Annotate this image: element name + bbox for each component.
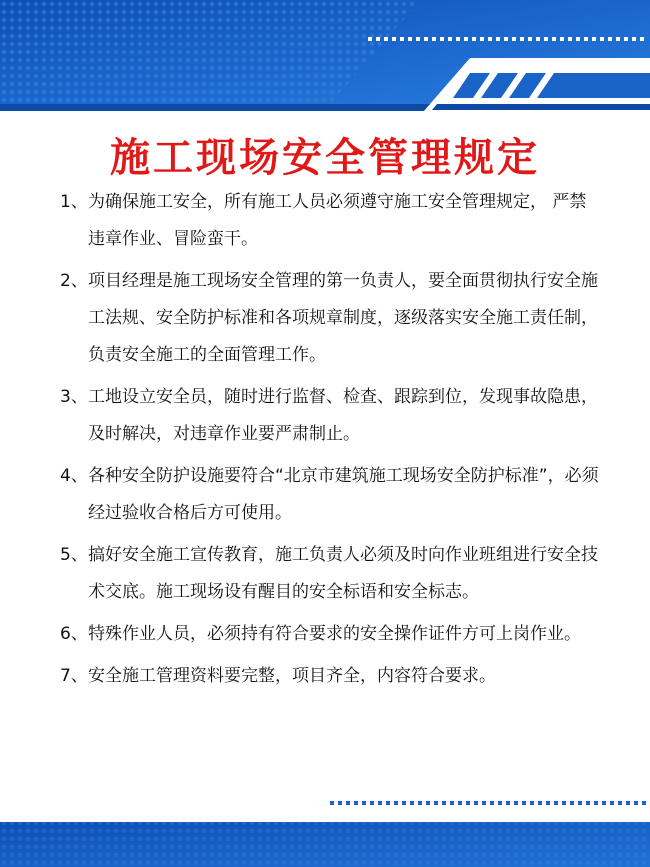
header-banner	[0, 0, 650, 125]
rule-number: 3、	[60, 387, 88, 407]
rule-item	[60, 616, 600, 653]
rule-text: 安全施工管理资料要完整，项目齐全，内容符合要求。	[88, 666, 496, 686]
rule-item	[60, 458, 600, 532]
rule-text: 特殊作业人员，必须持有符合要求的安全操作证件方可上岗作业。	[88, 624, 581, 644]
rule-item	[60, 537, 600, 611]
rule-number: 6、	[60, 624, 88, 644]
rule-item	[60, 658, 600, 695]
rule-text: 工地设立安全员，随时进行监督、检查、跟踪到位，发现事故隐患，及时解决，对违章作业要严肃制止。	[88, 387, 598, 444]
rule-number: 1、	[60, 192, 88, 212]
rules-list	[60, 184, 600, 700]
rule-number: 2、	[60, 271, 88, 291]
rule-number: 5、	[60, 545, 88, 565]
rule-item	[60, 379, 600, 453]
rule-item	[60, 184, 600, 258]
rule-text: 为确保施工安全，所有施工人员必须遵守施工安全管理规定， 严禁违章作业、冒险蛮干。	[88, 192, 587, 249]
rule-number: 7、	[60, 666, 88, 686]
page-title: 施工现场安全管理规定	[110, 135, 540, 181]
rule-text: 搞好安全施工宣传教育，施工负责人必须及时向作业班组进行安全技术交底。施工现场设有醒目的安全标语和安全标志。	[88, 545, 598, 602]
rule-text: 各种安全防护设施要符合“北京市建筑施工现场安全防护标准”，必须经过验收合格后方可使用。	[88, 466, 599, 523]
rule-item	[60, 263, 600, 374]
footer-banner	[0, 787, 650, 867]
rule-text: 项目经理是施工现场安全管理的第一负责人，要全面贯彻执行安全施工法规、安全防护标准和各项规章制度，逐级落实安全施工责任制，负责安全施工的全面管理工作。	[88, 271, 598, 365]
rule-number: 4、	[60, 466, 88, 486]
